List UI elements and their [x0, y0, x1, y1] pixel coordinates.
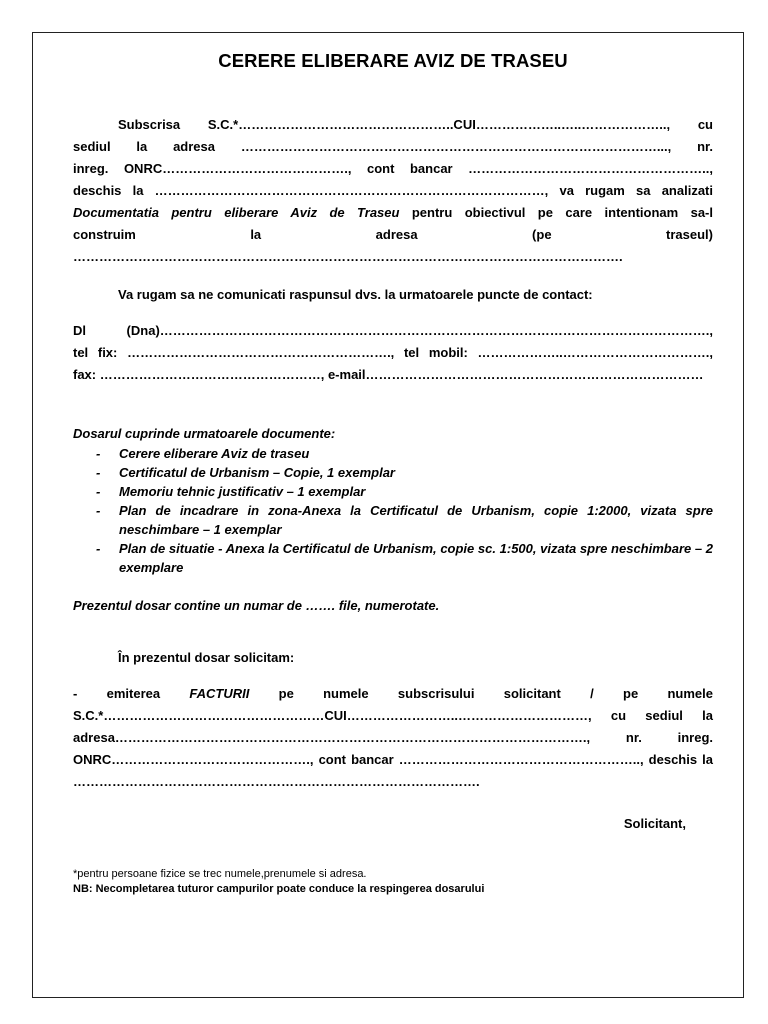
document-item-text: Cerere eliberare Aviz de traseu: [119, 446, 310, 461]
document-item: [73, 501, 713, 539]
document-item-text: Memoriu tehnic justificativ – 1 exemplar: [119, 484, 366, 499]
document-item-text: Plan de situatie - Anexa la Certificatul de Urbanism, copie sc. 1:500, vizata spre neschimbare – 2 exemplare: [119, 541, 713, 575]
applicant-line-6: construim la adresa (pe traseul): [73, 227, 713, 242]
invoice-line-1: [73, 683, 713, 705]
invoice-word: FACTURII: [189, 686, 250, 701]
list-dash: -: [96, 541, 101, 556]
documentation-name: Documentatia pentru eliberare Aviz de Traseu: [73, 205, 400, 220]
document-body: [73, 50, 713, 897]
invoice-line-3: adresa………………………………………………………………………………………………., nr. inreg.: [73, 730, 713, 745]
invoice-line-5: ………………………………………………………………………………….: [73, 774, 480, 789]
invoice-line-2: S.C.*……………………………………………CUI……………………..…………………………, cu sediul la: [73, 708, 713, 723]
applicant-line-7: ……………………………………………………………………………………………………………….: [73, 249, 623, 264]
applicant-line-1: Subscrisa S.C.*…………………………………………..CUI………………..…..……………….., cu: [118, 117, 713, 132]
contact-intro: Va rugam sa ne comunicati raspunsul dvs. la urmatoarele puncte de contact:: [118, 287, 593, 302]
contact-phone-line: tel fix: ……………………………………………………., tel mobil: ………………..…………………………….,: [73, 345, 713, 360]
list-dash: -: [96, 503, 101, 518]
document-item-text: Plan de incadrare in zona-Anexa la Certificatul de Urbanism, copie 1:2000, vizata spre neschimbare – 1 exemplar: [119, 503, 713, 537]
request-intro: În prezentul dosar solicitam:: [118, 650, 295, 665]
documents-list: [73, 444, 713, 577]
document-item: [73, 539, 713, 577]
invoice-line-4: ONRC………………………………………., cont bancar ……………………………………………….., deschis la: [73, 752, 713, 767]
applicant-line-3: inreg. ONRC……………………………………., cont bancar ………………………………………………..,: [73, 161, 713, 176]
contact-fax-email-line: fax: ……………………………………………, e-mail……………………………………………………………………: [73, 367, 704, 382]
invoice-line-1-post: pe numele subscrisului solicitant / pe numele: [249, 686, 713, 701]
applicant-line-4: deschis la ………………………………………………………………………………, va rugam sa analizati: [73, 183, 713, 198]
footnote-nb: NB: Necompletarea tuturor campurilor poate conduce la respingerea dosarului: [73, 883, 485, 895]
document-item: [73, 463, 713, 482]
applicant-line-5: [73, 202, 713, 224]
contact-name-line: Dl (Dna)……………………………………………………………………………………………………………….,: [73, 323, 713, 338]
applicant-line-2: sediul la adresa ……………………………………………………………………………………..., nr.: [73, 139, 713, 154]
footnotes: [73, 867, 713, 897]
contact-block: [73, 320, 713, 386]
list-dash: -: [96, 465, 101, 480]
list-dash: -: [96, 484, 101, 499]
list-dash: -: [96, 446, 101, 461]
invoice-request-paragraph: [73, 683, 713, 793]
signature-label: Solicitant,: [623, 816, 686, 831]
documents-heading: Dosarul cuprinde urmatoarele documente:: [73, 426, 336, 441]
invoice-line-1-pre: - emiterea: [73, 686, 190, 701]
applicant-paragraph: [73, 114, 713, 268]
document-item: [73, 482, 713, 501]
applicant-line-5-rest: pentru obiectivul pe care intentionam sa-l: [399, 205, 713, 220]
footnote-natural-persons: *pentru persoane fizice se trec numele,prenumele si adresa.: [73, 868, 367, 880]
file-count-line: Prezentul dosar contine un numar de ……. file, numerotate.: [73, 598, 440, 613]
document-item-text: Certificatul de Urbanism – Copie, 1 exemplar: [119, 465, 395, 480]
document-item: [73, 444, 713, 463]
document-title: CERERE ELIBERARE AVIZ DE TRASEU: [218, 50, 568, 71]
